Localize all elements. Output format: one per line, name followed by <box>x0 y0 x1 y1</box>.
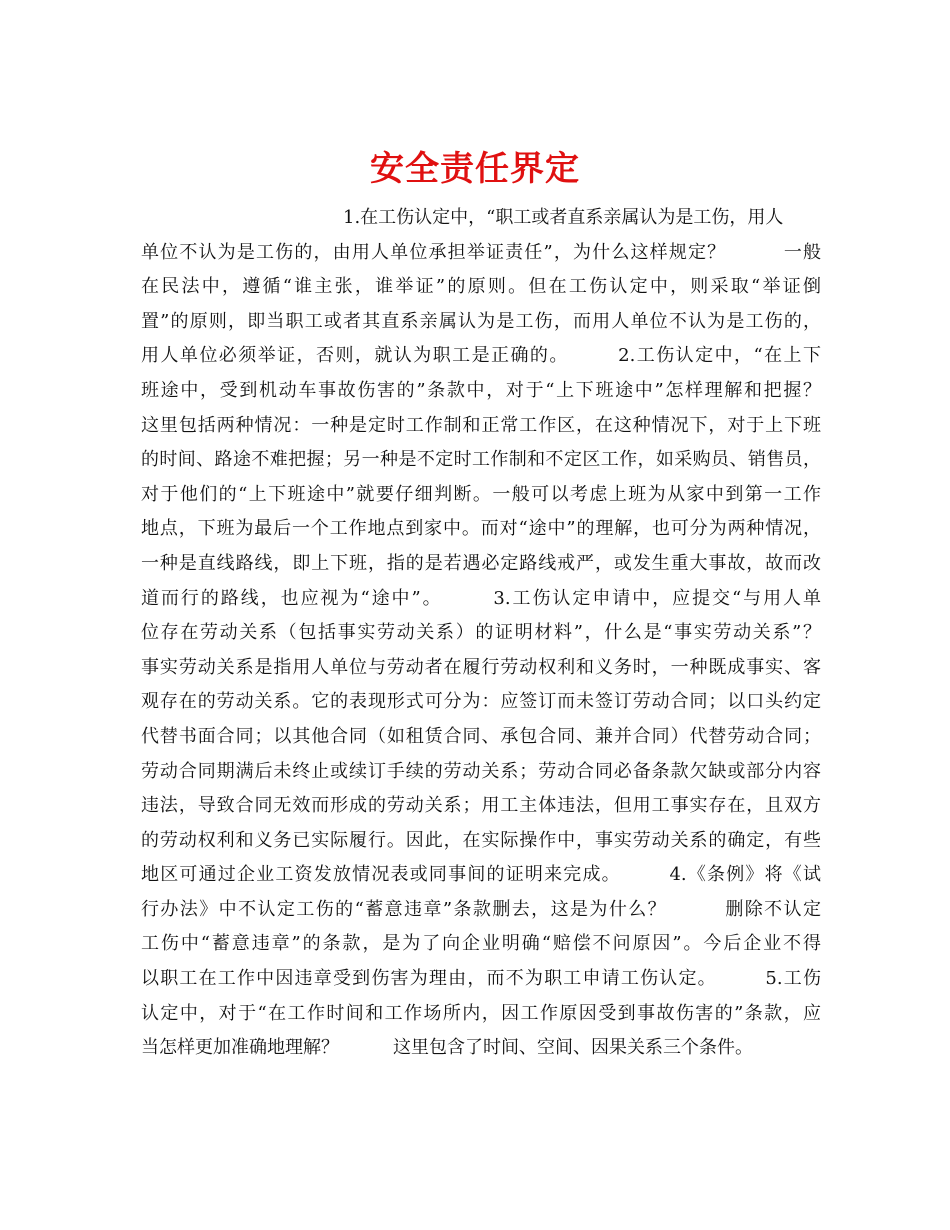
text-line: 位存在劳动关系（包括事实劳动关系）的证明材料”，什么是“事实劳动关系”？ <box>141 622 821 644</box>
text-line: 单位不认为是工伤的，由用人单位承担举证责任”，为什么这样规定？ 一般 <box>141 241 821 263</box>
text-line: 这里包括两种情况：一种是定时工作制和正常工作区，在这种情况下，对于上下班 <box>141 414 821 436</box>
text-line: 以职工在工作中因违章受到伤害为理由，而不为职工申请工伤认定。 5.工伤 <box>141 968 821 990</box>
text-line: 的劳动权利和义务已实际履行。因此，在实际操作中，事实劳动关系的确定，有些 <box>141 829 821 851</box>
text-line: 当怎样更加准确地理解？ 这里包含了时间、空间、因果关系三个条件。 <box>141 1037 753 1059</box>
text-line: 班途中，受到机动车事故伤害的”条款中，对于“上下班途中”怎样理解和把握？ <box>141 379 821 401</box>
text-line: 劳动合同期满后未终止或续订手续的劳动关系；劳动合同必备条款欠缺或部分内容 <box>141 760 821 782</box>
text-line: 置”的原则，即当职工或者其直系亲属认为是工伤，而用人单位不认为是工伤的， <box>141 310 821 332</box>
text-line: 行办法》中不认定工伤的“蓄意违章”条款删去，这是为什么？ 删除不认定 <box>141 898 821 920</box>
text-line: 事实劳动关系是指用人单位与劳动者在履行劳动权利和义务时，一种既成事实、客 <box>141 656 821 678</box>
text-line: 一种是直线路线，即上下班，指的是若遇必定路线戒严，或发生重大事故，故而改 <box>141 552 821 574</box>
text-line: 认定中，对于“在工作时间和工作场所内，因工作原因受到事故伤害的”条款，应 <box>141 1002 821 1024</box>
text-line: 的时间、路途不难把握；另一种是不定时工作制和不定区工作，如采购员、销售员， <box>141 449 821 471</box>
text-line: 观存在的劳动关系。它的表现形式可分为：应签订而未签订劳动合同；以口头约定 <box>141 691 821 713</box>
text-line: 在民法中，遵循“谁主张，谁举证”的原则。但在工伤认定中，则采取“举证倒 <box>141 276 821 298</box>
text-line: 用人单位必须举证，否则，就认为职工是正确的。 2.工伤认定中，“在上下 <box>141 345 821 367</box>
text-line: 工伤中“蓄意违章”的条款，是为了向企业明确“赔偿不问原因”。今后企业不得 <box>141 933 821 955</box>
text-line: 违法，导致合同无效而形成的劳动关系；用工主体违法，但用工事实存在，且双方 <box>141 795 821 817</box>
text-line: 道而行的路线，也应视为“途中”。 3.工伤认定申请中，应提交“与用人单 <box>141 587 821 609</box>
text-line: 代替书面合同；以其他合同（如租赁合同、承包合同、兼并合同）代替劳动合同； <box>141 725 821 747</box>
text-line: 对于他们的“上下班途中”就要仔细判断。一般可以考虑上班为从家中到第一工作 <box>141 483 821 505</box>
text-line: 地区可通过企业工资发放情况表或同事间的证明来完成。 4.《条例》将《试 <box>141 864 821 886</box>
document-body <box>141 201 821 1066</box>
text-line: 地点，下班为最后一个工作地点到家中。而对“途中”的理解，也可分为两种情况， <box>141 518 821 540</box>
text-line: 1.在工伤认定中，“职工或者直系亲属认为是工伤，用人 <box>343 207 784 228</box>
page-title: 安全责任界定 <box>370 148 580 189</box>
